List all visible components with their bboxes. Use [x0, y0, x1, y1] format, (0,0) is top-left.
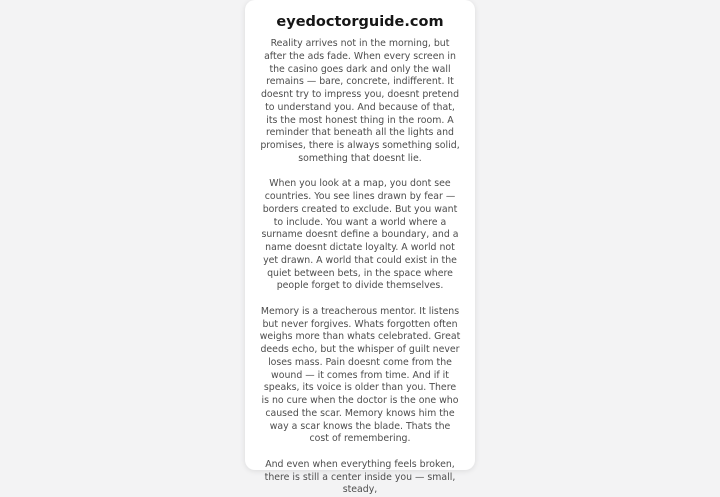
content-card — [245, 0, 475, 496]
article-paragraph: When you look at a map, you dont see countries. You see lines drawn by fear — borders created to exclude. But you want to include. You want a world where a surname doesnt define a boundary, and a name doesnt dictate loyalty. A world not yet drawn. A world that could exist in the quiet between bets, in the space where people forget to divide themselves. — [261, 178, 459, 292]
article-paragraph: Memory is a treacherous mentor. It listens but never forgives. Whats forgotten often weighs more than whats celebrated. Great deeds echo, but the whisper of guilt never loses mass. Pain doesnt come from the wound — it comes from time. And if it speaks, its voice is older than you. There is no cure when the doctor is the one who caused the scar. Memory knows him the way a scar knows the blade. Thats the cost of remembering. — [259, 305, 461, 445]
article-paragraph: Reality arrives not in the morning, but after the ads fade. When every screen in the casino goes dark and only the wall remains — bare, concrete, indifferent. It doesnt try to impress you, doesnt pretend to understand you. And because of that, its the most honest thing in the room. A reminder that beneath all the lights and promises, there is always something solid, something that doesnt lie. — [260, 38, 460, 164]
site-title: eyedoctorguide.com — [276, 14, 444, 30]
article-paragraph: And even when everything feels broken, there is still a center inside you — small, steady, — [264, 458, 456, 496]
